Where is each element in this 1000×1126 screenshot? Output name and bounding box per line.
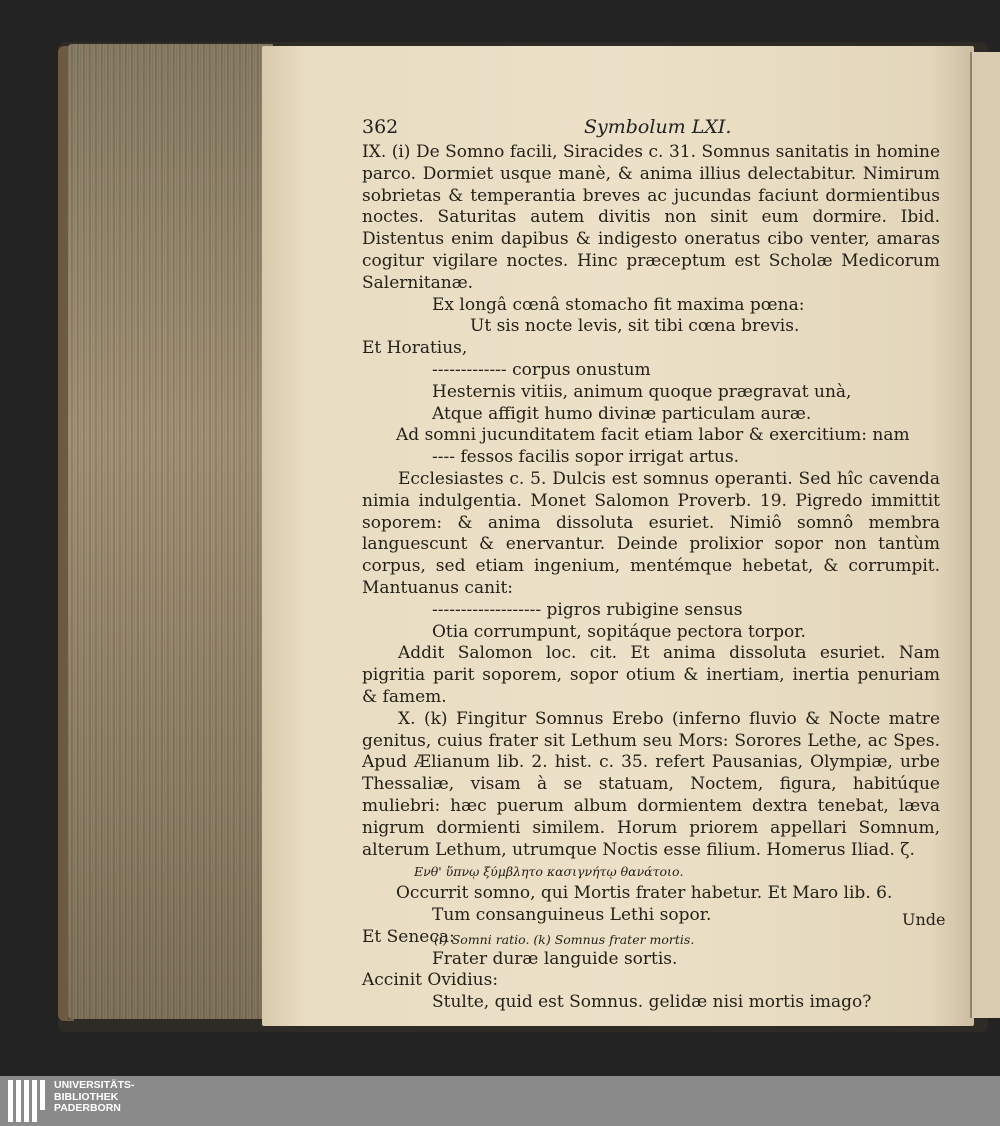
text-line: ---- fessos facilis sopor irrigat artus. — [432, 447, 740, 468]
text-line: Ad somni jucunditatem facit etiam labor & exercitium: nam — [396, 425, 910, 446]
library-line-2: BIBLIOTHEK — [54, 1090, 119, 1103]
text-line: IX. (i) De Somno facili, Siracides c. 31. Somnus sanitatis in homine parco. Dormiet usque manè, & anima illius delectabitur. Nimirum sobrietas & temperantia breves ac jucundas faciunt dormientibus noctes. Saturitas autem divitis non sinit eum dormire. Ibid. Distentus enim dapibus & indigesto oneratus cibo venter, amaras cogitur vigilare noctes. Hinc præceptum est Scholæ Medicorum Salernitanæ. — [362, 142, 940, 293]
text-line: Occurrit somno, qui Mortis frater habetur. Et Maro lib. 6. — [396, 883, 893, 904]
book-page — [262, 46, 974, 1026]
footnote: (i) Somni ratio. (k) Somnus frater mortis. — [434, 932, 695, 947]
text-line: Atque affigit humo divinæ particulam auræ. — [432, 403, 812, 424]
library-name — [54, 1080, 135, 1115]
page-edges — [68, 44, 273, 1019]
text-line: ------------------- pigros rubigine sensus — [432, 599, 743, 620]
text-line: Ex longâ cœnâ stomacho fit maxima pœna: — [432, 294, 805, 315]
text-line: Ενθ' ὕπνῳ ξύμβλητο κασιγνήτῳ θανάτοιο. — [414, 864, 684, 880]
text-line: Tum consanguineus Lethi sopor. — [432, 905, 712, 926]
text-line: Et Seneca: — [362, 926, 455, 947]
running-head — [262, 116, 974, 140]
library-banner — [0, 1076, 1000, 1126]
text-line: Frater duræ languide sortis. — [432, 948, 678, 969]
text-line: Ecclesiastes c. 5. Dulcis est somnus operanti. Sed hîc cavenda nimia indulgentia. Monet Salomon Proverb. 19. Pigredo immittit soporem: & anima dissoluta esuriet. Nimiô somnô membra languescunt & enervantur. Deinde prolixior sopor non tantùm corpus, sed etiam ingenium, mentémque hebetat, & corrumpit. Mantuanus canit: — [362, 468, 940, 598]
catchword: Unde — [902, 910, 946, 929]
running-title: Symbolum LXI. — [584, 116, 732, 138]
page-text — [362, 142, 940, 1014]
text-line: ------------- corpus onustum — [432, 359, 651, 380]
text-line: Otia corrumpunt, sopitáque pectora torpor. — [432, 621, 806, 642]
next-page-edge — [970, 52, 1000, 1018]
text-line: Et Horatius, — [362, 338, 468, 359]
text-line: X. (k) Fingitur Somnus Erebo (inferno fluvio & Nocte matre genitus, cuius frater sit Lethum seu Mors: Sorores Lethe, ac Spes. Apud Ælianum lib. 2. hist. c. 35. refert Pausanias, Olympiæ, urbe Thessaliæ, visam à se statuam, Noctem, figura, habitúque muliebri: hæc puerum album dormientem dextra tenebat, læva nigrum dormienti similem. Horum priorem appellari Somnum, alterum Lethum, utrumque Noctis esse filium. Homerus Iliad. ζ. — [362, 708, 940, 860]
library-line-3: PADERBORN — [54, 1102, 121, 1114]
text-line: Accinit Ovidius: — [362, 970, 499, 991]
page-number: 362 — [362, 116, 399, 138]
text-line: Hesternis vitiis, animum quoque prægravat unà, — [432, 381, 852, 402]
text-line: Addit Salomon loc. cit. Et anima dissoluta esuriet. Nam pigritia parit soporem, sopor otium & inertiam, inertia penuriam & famem. — [362, 643, 940, 707]
text-line: Stulte, quid est Somnus. gelidæ nisi mortis imago? — [432, 992, 872, 1013]
library-line-1: UNIVERSITÄTS- — [54, 1079, 135, 1091]
text-line: Ut sis nocte levis, sit tibi cœna brevis. — [470, 316, 800, 337]
library-logo-icon — [8, 1080, 48, 1122]
